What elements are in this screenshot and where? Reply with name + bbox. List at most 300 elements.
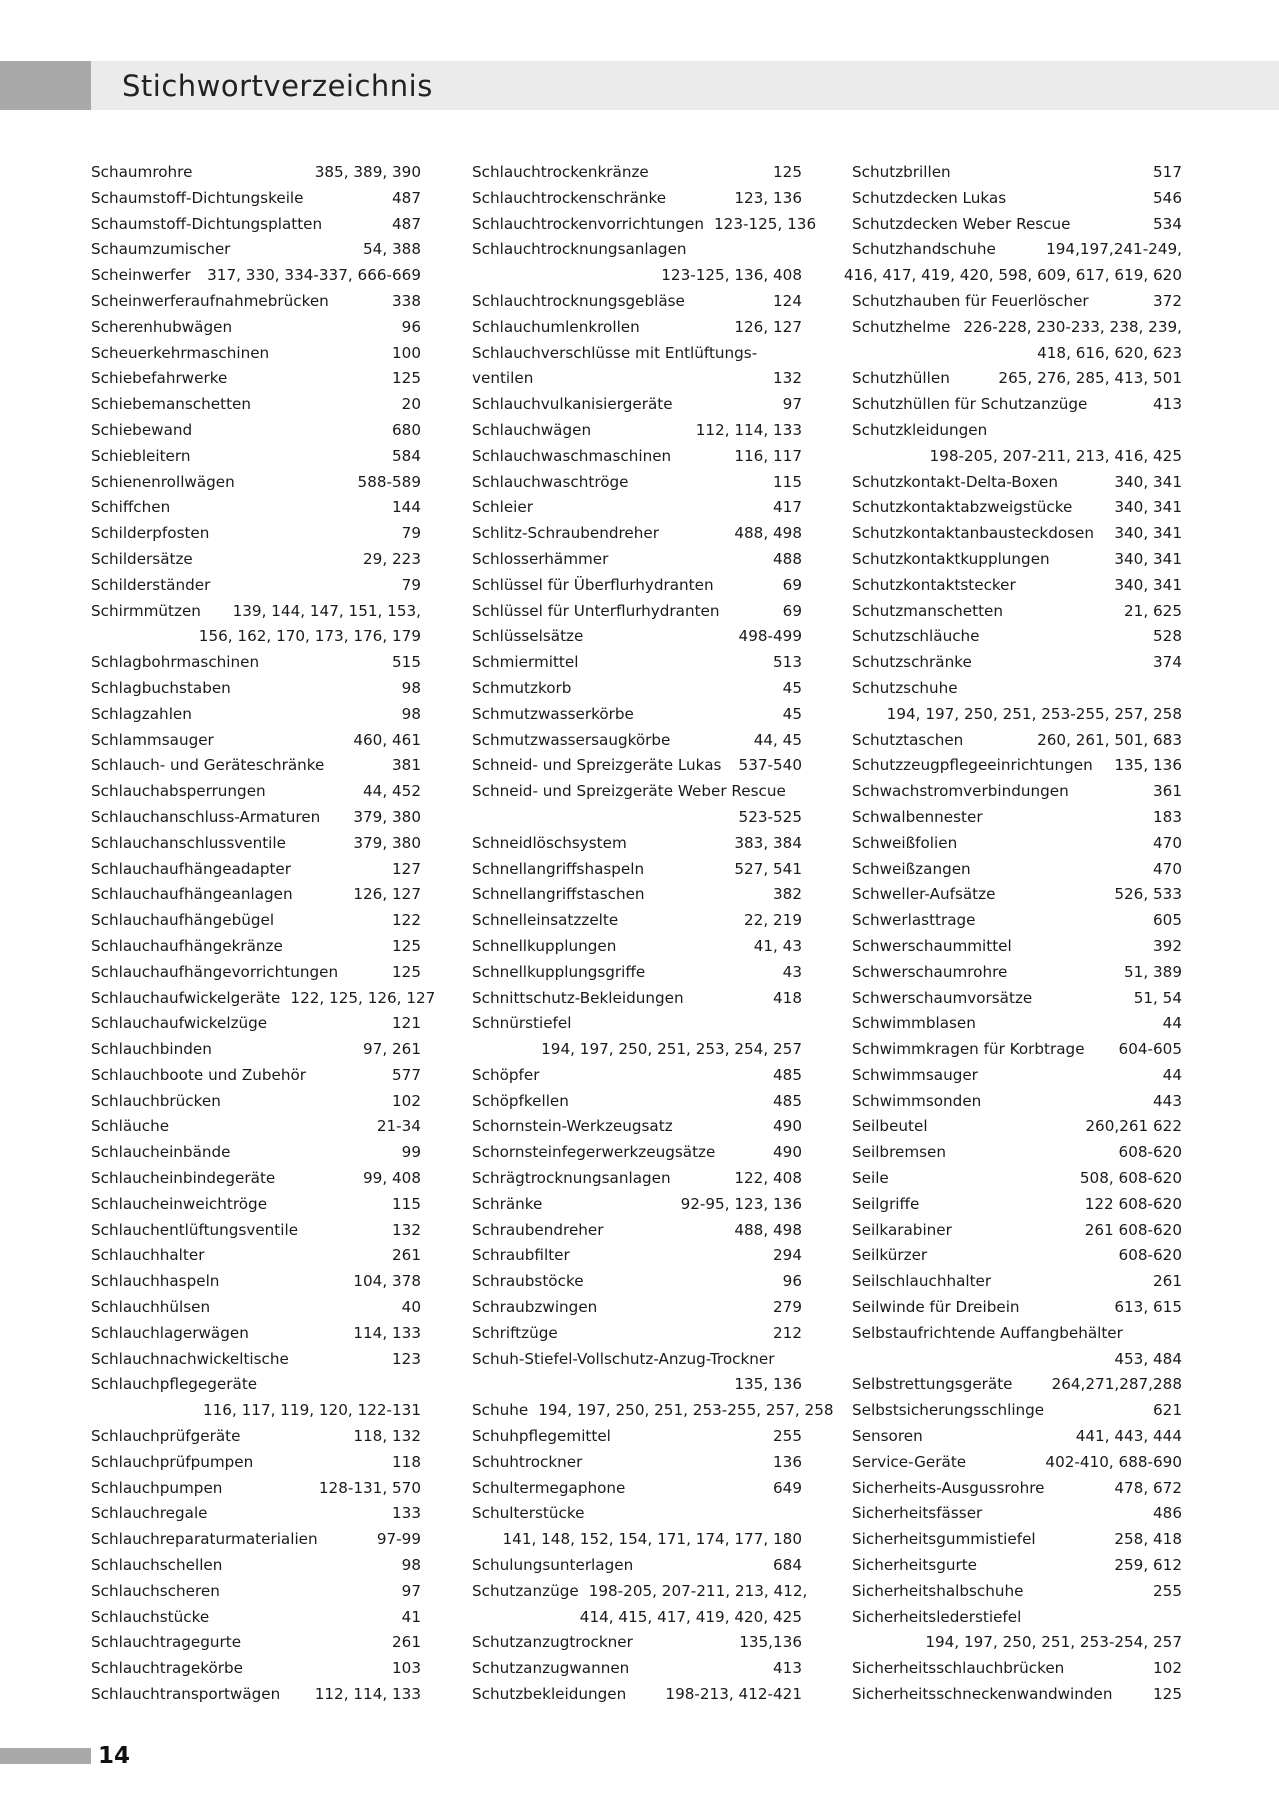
index-term: Schlitz-Schraubendreher xyxy=(472,524,659,543)
index-pages: 487 xyxy=(392,214,421,233)
index-entry xyxy=(91,1295,421,1321)
index-pages: 470 xyxy=(1153,833,1182,852)
index-pages: 194, 197, 250, 251, 253, 254, 257 xyxy=(541,1040,802,1059)
index-entry xyxy=(472,237,802,263)
index-entry xyxy=(852,1218,1182,1244)
index-entry xyxy=(472,1450,802,1476)
index-pages: 513 xyxy=(773,653,802,672)
index-entry xyxy=(852,882,1182,908)
index-pages: 485 xyxy=(773,1091,802,1110)
index-entry xyxy=(91,444,421,470)
index-pages: 99, 408 xyxy=(363,1169,421,1188)
index-pages: 21-34 xyxy=(376,1117,421,1136)
index-term: Schutzschuhe xyxy=(852,678,958,697)
index-term: Schutzkontakt-Delta-Boxen xyxy=(852,472,1059,491)
index-term: Schlaucheinbände xyxy=(91,1143,231,1162)
index-term: Schnittschutz-Bekleidungen xyxy=(472,988,684,1007)
index-pages: 115 xyxy=(392,1194,421,1213)
index-pages: 261 xyxy=(1153,1272,1182,1291)
index-pages: 122, 125, 126, 127 xyxy=(290,988,436,1007)
index-entry xyxy=(91,1140,421,1166)
index-entry xyxy=(852,1295,1182,1321)
index-term: Schlauchentlüftungsventile xyxy=(91,1220,299,1239)
index-pages: 44 xyxy=(1162,1065,1182,1084)
index-term: Schutzanzüge xyxy=(472,1581,579,1600)
index-pages: 488, 498 xyxy=(734,1220,802,1239)
index-entry xyxy=(91,1579,421,1605)
index-entry xyxy=(472,1372,802,1398)
index-pages: 45 xyxy=(782,704,802,723)
index-term: Schlüssel für Überflurhydranten xyxy=(472,575,714,594)
index-entry xyxy=(91,212,421,238)
index-term: Schwerlasttrage xyxy=(852,911,976,930)
index-entry xyxy=(472,521,802,547)
index-entry xyxy=(472,986,802,1012)
index-column-2 xyxy=(472,160,834,1708)
index-term: Schlammsauger xyxy=(91,730,214,749)
index-entry xyxy=(91,1630,421,1656)
index-pages: 546 xyxy=(1153,188,1182,207)
index-entry xyxy=(852,1605,1182,1631)
index-entry xyxy=(472,1579,808,1605)
index-pages: 418 xyxy=(773,988,802,1007)
index-entry xyxy=(852,1450,1182,1476)
index-pages: 103 xyxy=(392,1659,421,1678)
index-pages: 684 xyxy=(773,1556,802,1575)
index-term: Seilkarabiner xyxy=(852,1220,952,1239)
index-term: Schutzmanschetten xyxy=(852,601,1004,620)
index-pages: 413 xyxy=(1153,395,1182,414)
index-entry xyxy=(472,1347,802,1373)
index-pages: 102 xyxy=(392,1091,421,1110)
index-term: Schlauchhülsen xyxy=(91,1298,211,1317)
index-entry xyxy=(91,650,421,676)
index-term: Schränke xyxy=(472,1194,543,1213)
index-entry xyxy=(852,547,1182,573)
index-term: Schaumstoff-Dichtungsplatten xyxy=(91,214,323,233)
index-pages: 340, 341 xyxy=(1114,549,1182,568)
index-term: Schlauchreparaturmaterialien xyxy=(91,1530,318,1549)
index-entry xyxy=(472,1140,802,1166)
index-entry xyxy=(472,624,802,650)
index-term: Schmiermittel xyxy=(472,653,579,672)
index-pages: 96 xyxy=(782,1272,802,1291)
index-term: Scherenhubwägen xyxy=(91,317,233,336)
index-term: Schneid- und Spreizgeräte Lukas xyxy=(472,756,722,775)
index-pages: 198-205, 207-211, 213, 412, xyxy=(588,1581,808,1600)
index-pages: 79 xyxy=(401,524,421,543)
index-entry xyxy=(91,1063,421,1089)
index-term: Seilbeutel xyxy=(852,1117,928,1136)
index-pages: 112, 114, 133 xyxy=(695,420,802,439)
index-entry xyxy=(852,1579,1182,1605)
index-term: Schutzbekleidungen xyxy=(472,1685,627,1704)
index-entry xyxy=(852,1243,1182,1269)
index-entry xyxy=(91,702,421,728)
index-entry xyxy=(852,857,1182,883)
index-term: Schlauchpumpen xyxy=(91,1478,223,1497)
index-entry xyxy=(852,289,1182,315)
index-term: Schaumrohre xyxy=(91,163,193,181)
index-pages: 116, 117 xyxy=(734,446,802,465)
index-entry xyxy=(472,263,802,289)
index-entry xyxy=(91,1269,421,1295)
index-column-1 xyxy=(91,160,436,1708)
index-term: Schleier xyxy=(472,498,533,517)
index-term: Sicherheitsgummistiefel xyxy=(852,1530,1036,1549)
index-pages: 69 xyxy=(782,575,802,594)
index-pages: 621 xyxy=(1153,1401,1182,1420)
index-term: Schwimmblasen xyxy=(852,1014,976,1033)
index-pages: 534 xyxy=(1153,214,1182,233)
index-entry xyxy=(472,934,802,960)
index-pages: 98 xyxy=(401,704,421,723)
index-term: Schmutzkorb xyxy=(472,678,572,697)
footer-accent-block xyxy=(0,1748,91,1764)
index-entry xyxy=(852,1476,1182,1502)
index-entry xyxy=(852,1656,1182,1682)
index-pages: 258, 418 xyxy=(1114,1530,1182,1549)
index-pages: 604-605 xyxy=(1118,1040,1182,1059)
index-term: Schutzkontaktkupplungen xyxy=(852,549,1050,568)
index-entry xyxy=(472,753,802,779)
index-entry xyxy=(472,1295,802,1321)
index-entry xyxy=(91,1192,421,1218)
index-entry xyxy=(91,728,421,754)
index-pages: 135, 136 xyxy=(1114,756,1182,775)
index-entry xyxy=(852,779,1182,805)
index-entry xyxy=(472,805,802,831)
index-entry xyxy=(852,1321,1182,1347)
index-pages: 517 xyxy=(1153,163,1182,181)
index-pages: 605 xyxy=(1153,911,1182,930)
index-pages: 340, 341 xyxy=(1114,498,1182,517)
index-pages: 128-131, 570 xyxy=(318,1478,421,1497)
index-term: Schildersätze xyxy=(91,549,193,568)
index-pages: 97 xyxy=(782,395,802,414)
index-entry xyxy=(91,521,421,547)
index-entry xyxy=(472,702,802,728)
index-pages: 126, 127 xyxy=(353,885,421,904)
index-entry xyxy=(852,160,1182,186)
index-term: Schöpfer xyxy=(472,1065,540,1084)
index-entry xyxy=(852,470,1182,496)
index-pages: 361 xyxy=(1153,782,1182,801)
index-pages: 121 xyxy=(392,1014,421,1033)
index-term: Sicherheitsgurte xyxy=(852,1556,978,1575)
index-term: Schlauchtrocknungsgebläse xyxy=(472,291,685,310)
index-pages: 22, 219 xyxy=(744,911,802,930)
index-pages: 264,271,287,288 xyxy=(1051,1375,1182,1394)
index-term: Schiebemanschetten xyxy=(91,395,252,414)
index-entry xyxy=(852,960,1182,986)
index-term: Schnellangriffshaspeln xyxy=(472,859,645,878)
index-entry xyxy=(852,341,1182,367)
index-term: Schnelleinsatzzelte xyxy=(472,911,619,930)
index-pages: 99 xyxy=(401,1143,421,1162)
index-term: Schlauchaufhängekränze xyxy=(91,936,283,955)
page-title: Stichwortverzeichnis xyxy=(122,69,433,103)
index-term: Schienenrollwägen xyxy=(91,472,235,491)
index-entry xyxy=(472,1011,802,1037)
index-entry xyxy=(852,1192,1182,1218)
index-term: Schutzhandschuhe xyxy=(852,240,996,259)
index-entry xyxy=(472,1630,802,1656)
index-pages: 98 xyxy=(401,678,421,697)
index-pages: 478, 672 xyxy=(1114,1478,1182,1497)
index-term: Schlauchtrockenvorrichtungen xyxy=(472,214,704,233)
index-term: Schwimmkragen für Korbtrage xyxy=(852,1040,1085,1059)
index-term: Sicherheitsfässer xyxy=(852,1504,983,1523)
index-entry xyxy=(852,599,1182,625)
index-pages: 340, 341 xyxy=(1114,575,1182,594)
index-pages: 54, 388 xyxy=(363,240,421,259)
index-term: Seilschlauchhalter xyxy=(852,1272,992,1291)
index-entry xyxy=(472,1424,802,1450)
index-pages: 29, 223 xyxy=(363,549,421,568)
index-term: Schlauchaufhängeanlagen xyxy=(91,885,293,904)
index-entry xyxy=(91,1089,421,1115)
index-entry xyxy=(852,1527,1182,1553)
index-term: Schaumzumischer xyxy=(91,240,231,259)
index-entry xyxy=(852,1372,1182,1398)
index-pages: 414, 415, 417, 419, 420, 425 xyxy=(579,1607,802,1626)
index-entry xyxy=(472,1321,802,1347)
index-term: Schlauchwaschmaschinen xyxy=(472,446,672,465)
index-term: Schwerschaumvorsätze xyxy=(852,988,1033,1007)
index-term: Schutzanzugwannen xyxy=(472,1659,630,1678)
index-term: Schlauchhaspeln xyxy=(91,1272,220,1291)
index-pages: 255 xyxy=(1153,1581,1182,1600)
index-entry xyxy=(91,960,421,986)
index-term: Schlauchwägen xyxy=(472,420,592,439)
index-term: Schutzzeugpflegeeinrichtungen xyxy=(852,756,1093,775)
index-term: Schlauchumlenkrollen xyxy=(472,317,640,336)
index-term: Schlauchaufwickelgeräte xyxy=(91,988,281,1007)
index-term: Schutzbrillen xyxy=(852,163,951,181)
index-term: Schlosserhämmer xyxy=(472,549,609,568)
index-pages: 126, 127 xyxy=(734,317,802,336)
index-entry xyxy=(91,547,421,573)
index-term: Schlauchwaschtröge xyxy=(472,472,629,491)
index-pages: 413 xyxy=(773,1659,802,1678)
index-entry xyxy=(91,676,421,702)
index-pages: 526, 533 xyxy=(1114,885,1182,904)
index-entry xyxy=(91,289,421,315)
index-pages: 102 xyxy=(1153,1659,1182,1678)
index-pages: 385, 389, 390 xyxy=(314,163,421,181)
index-pages: 98 xyxy=(401,1556,421,1575)
index-entry xyxy=(472,186,802,212)
index-pages: 460, 461 xyxy=(353,730,421,749)
index-entry xyxy=(91,495,421,521)
index-entry xyxy=(91,237,421,263)
index-entry xyxy=(91,986,436,1012)
index-entry xyxy=(852,418,1182,444)
index-entry xyxy=(472,1269,802,1295)
index-term: Schwimmsonden xyxy=(852,1091,982,1110)
index-entry xyxy=(472,599,802,625)
index-entry xyxy=(852,805,1182,831)
index-entry xyxy=(852,1347,1182,1373)
index-pages: 125 xyxy=(392,369,421,388)
index-term: Schlauchnachwickeltische xyxy=(91,1349,289,1368)
index-term: Schnürstiefel xyxy=(472,1014,572,1033)
index-entry xyxy=(91,315,421,341)
index-pages: 416, 417, 419, 420, 598, 609, 617, 619, 620 xyxy=(843,266,1182,285)
index-entry xyxy=(91,1450,421,1476)
index-term: Schweller-Aufsätze xyxy=(852,885,996,904)
index-entry xyxy=(852,908,1182,934)
index-entry xyxy=(472,573,802,599)
index-pages: 133 xyxy=(392,1504,421,1523)
index-entry xyxy=(852,1140,1182,1166)
index-pages: 122, 408 xyxy=(734,1169,802,1188)
index-entry xyxy=(91,882,421,908)
index-term: Schlauchlagerwägen xyxy=(91,1323,249,1342)
index-term: Schraubstöcke xyxy=(472,1272,584,1291)
index-term: Schulungsunterlagen xyxy=(472,1556,634,1575)
index-pages: 340, 341 xyxy=(1114,472,1182,491)
index-entry xyxy=(852,650,1182,676)
index-pages: 44, 45 xyxy=(753,730,802,749)
index-pages: 136 xyxy=(773,1452,802,1471)
index-entry xyxy=(852,1114,1182,1140)
index-entry xyxy=(472,650,802,676)
index-term: Schlauchtragekörbe xyxy=(91,1659,244,1678)
index-pages: 453, 484 xyxy=(1114,1349,1182,1368)
index-pages: 127 xyxy=(392,859,421,878)
index-pages: 383, 384 xyxy=(734,833,802,852)
index-pages: 104, 378 xyxy=(353,1272,421,1291)
index-entry xyxy=(852,366,1182,392)
index-pages: 381 xyxy=(392,756,421,775)
index-term: Sicherheitshalbschuhe xyxy=(852,1581,1024,1600)
index-pages: 135, 136 xyxy=(734,1375,802,1394)
index-term: Selbstsicherungsschlinge xyxy=(852,1401,1045,1420)
index-term: Schläuche xyxy=(91,1117,170,1136)
index-term: Schlauchschellen xyxy=(91,1556,223,1575)
index-term: Schutzanzugtrockner xyxy=(472,1633,633,1652)
index-term: Selbstaufrichtende Auffangbehälter xyxy=(852,1323,1123,1342)
index-entry xyxy=(91,1166,421,1192)
index-entry xyxy=(91,1527,421,1553)
index-pages: 92-95, 123, 136 xyxy=(680,1194,802,1213)
index-entry xyxy=(852,186,1182,212)
index-pages: 40 xyxy=(401,1298,421,1317)
index-term: Schlaucheinbindegeräte xyxy=(91,1169,276,1188)
index-pages: 96 xyxy=(401,317,421,336)
index-entry xyxy=(91,624,421,650)
index-pages: 198-205, 207-211, 213, 416, 425 xyxy=(929,446,1182,465)
index-entry xyxy=(91,831,421,857)
index-term: Schlauchanschlussventile xyxy=(91,833,286,852)
index-entry xyxy=(852,1063,1182,1089)
index-entry xyxy=(852,728,1182,754)
index-entry xyxy=(852,831,1182,857)
index-pages: 259, 612 xyxy=(1114,1556,1182,1575)
index-pages: 470 xyxy=(1153,859,1182,878)
index-entry xyxy=(472,1605,802,1631)
index-entry xyxy=(472,1398,834,1424)
index-entry xyxy=(472,779,802,805)
index-column-3 xyxy=(843,160,1182,1708)
index-pages: 279 xyxy=(773,1298,802,1317)
index-term: Schlauchtragegurte xyxy=(91,1633,242,1652)
index-term: Schulterstücke xyxy=(472,1504,585,1523)
index-term: Schlagbuchstaben xyxy=(91,678,231,697)
index-entry xyxy=(472,676,802,702)
index-term: Schraubzwingen xyxy=(472,1298,598,1317)
index-pages: 255 xyxy=(773,1427,802,1446)
index-entry xyxy=(472,1037,802,1063)
index-entry xyxy=(852,986,1182,1012)
index-pages: 125 xyxy=(1153,1685,1182,1704)
index-entry xyxy=(91,779,421,805)
index-pages: 183 xyxy=(1153,807,1182,826)
index-pages: 226-228, 230-233, 238, 239, xyxy=(963,317,1182,336)
index-entry xyxy=(91,418,421,444)
index-term: Schlauchaufhängevorrichtungen xyxy=(91,962,339,981)
index-pages: 97, 261 xyxy=(363,1040,421,1059)
index-entry xyxy=(472,1527,802,1553)
index-pages: 443 xyxy=(1153,1091,1182,1110)
index-term: Schwimmsauger xyxy=(852,1065,978,1084)
index-pages: 212 xyxy=(773,1323,802,1342)
index-entry xyxy=(472,1656,802,1682)
index-pages: 132 xyxy=(392,1220,421,1239)
index-pages: 608-620 xyxy=(1118,1143,1182,1162)
index-entry xyxy=(852,1037,1182,1063)
index-pages: 402-410, 688-690 xyxy=(1045,1452,1182,1471)
index-entry xyxy=(91,1424,421,1450)
index-entry xyxy=(852,212,1182,238)
index-pages: 41, 43 xyxy=(753,936,802,955)
index-term: Schwalbennester xyxy=(852,807,983,826)
index-pages: 194,197,241-249, xyxy=(1046,240,1182,259)
index-pages: 294 xyxy=(773,1246,802,1265)
index-pages: 125 xyxy=(392,936,421,955)
index-pages: 132 xyxy=(773,369,802,388)
index-pages: 379, 380 xyxy=(353,807,421,826)
index-pages: 260, 261, 501, 683 xyxy=(1037,730,1182,749)
index-entry xyxy=(472,418,802,444)
index-pages: 418, 616, 620, 623 xyxy=(1037,343,1182,362)
index-term: Schlauchtrockenschränke xyxy=(472,188,667,207)
index-term: Schlagbohrmaschinen xyxy=(91,653,260,672)
index-term: Sicherheitsschlauchbrücken xyxy=(852,1659,1065,1678)
index-term: Seilkürzer xyxy=(852,1246,928,1265)
index-entry xyxy=(472,960,802,986)
index-term: Seile xyxy=(852,1169,889,1188)
index-term: Schornstein-Werkzeugsatz xyxy=(472,1117,673,1136)
index-pages: 141, 148, 152, 154, 171, 174, 177, 180 xyxy=(502,1530,802,1549)
index-pages: 44 xyxy=(1162,1014,1182,1033)
index-term: Schutzkontaktabzweigstücke xyxy=(852,498,1073,517)
index-term: Seilgriffe xyxy=(852,1194,920,1213)
index-term: Schwerschaummittel xyxy=(852,936,1012,955)
index-entry xyxy=(472,1166,802,1192)
index-entry xyxy=(472,1553,802,1579)
index-pages: 527, 541 xyxy=(734,859,802,878)
index-pages: 486 xyxy=(1153,1504,1182,1523)
index-term: Schriftzüge xyxy=(472,1323,558,1342)
index-pages: 115 xyxy=(773,472,802,491)
index-pages: 51, 389 xyxy=(1124,962,1182,981)
index-entry xyxy=(852,676,1182,702)
index-entry xyxy=(91,1321,421,1347)
index-term: ventilen xyxy=(472,369,534,388)
